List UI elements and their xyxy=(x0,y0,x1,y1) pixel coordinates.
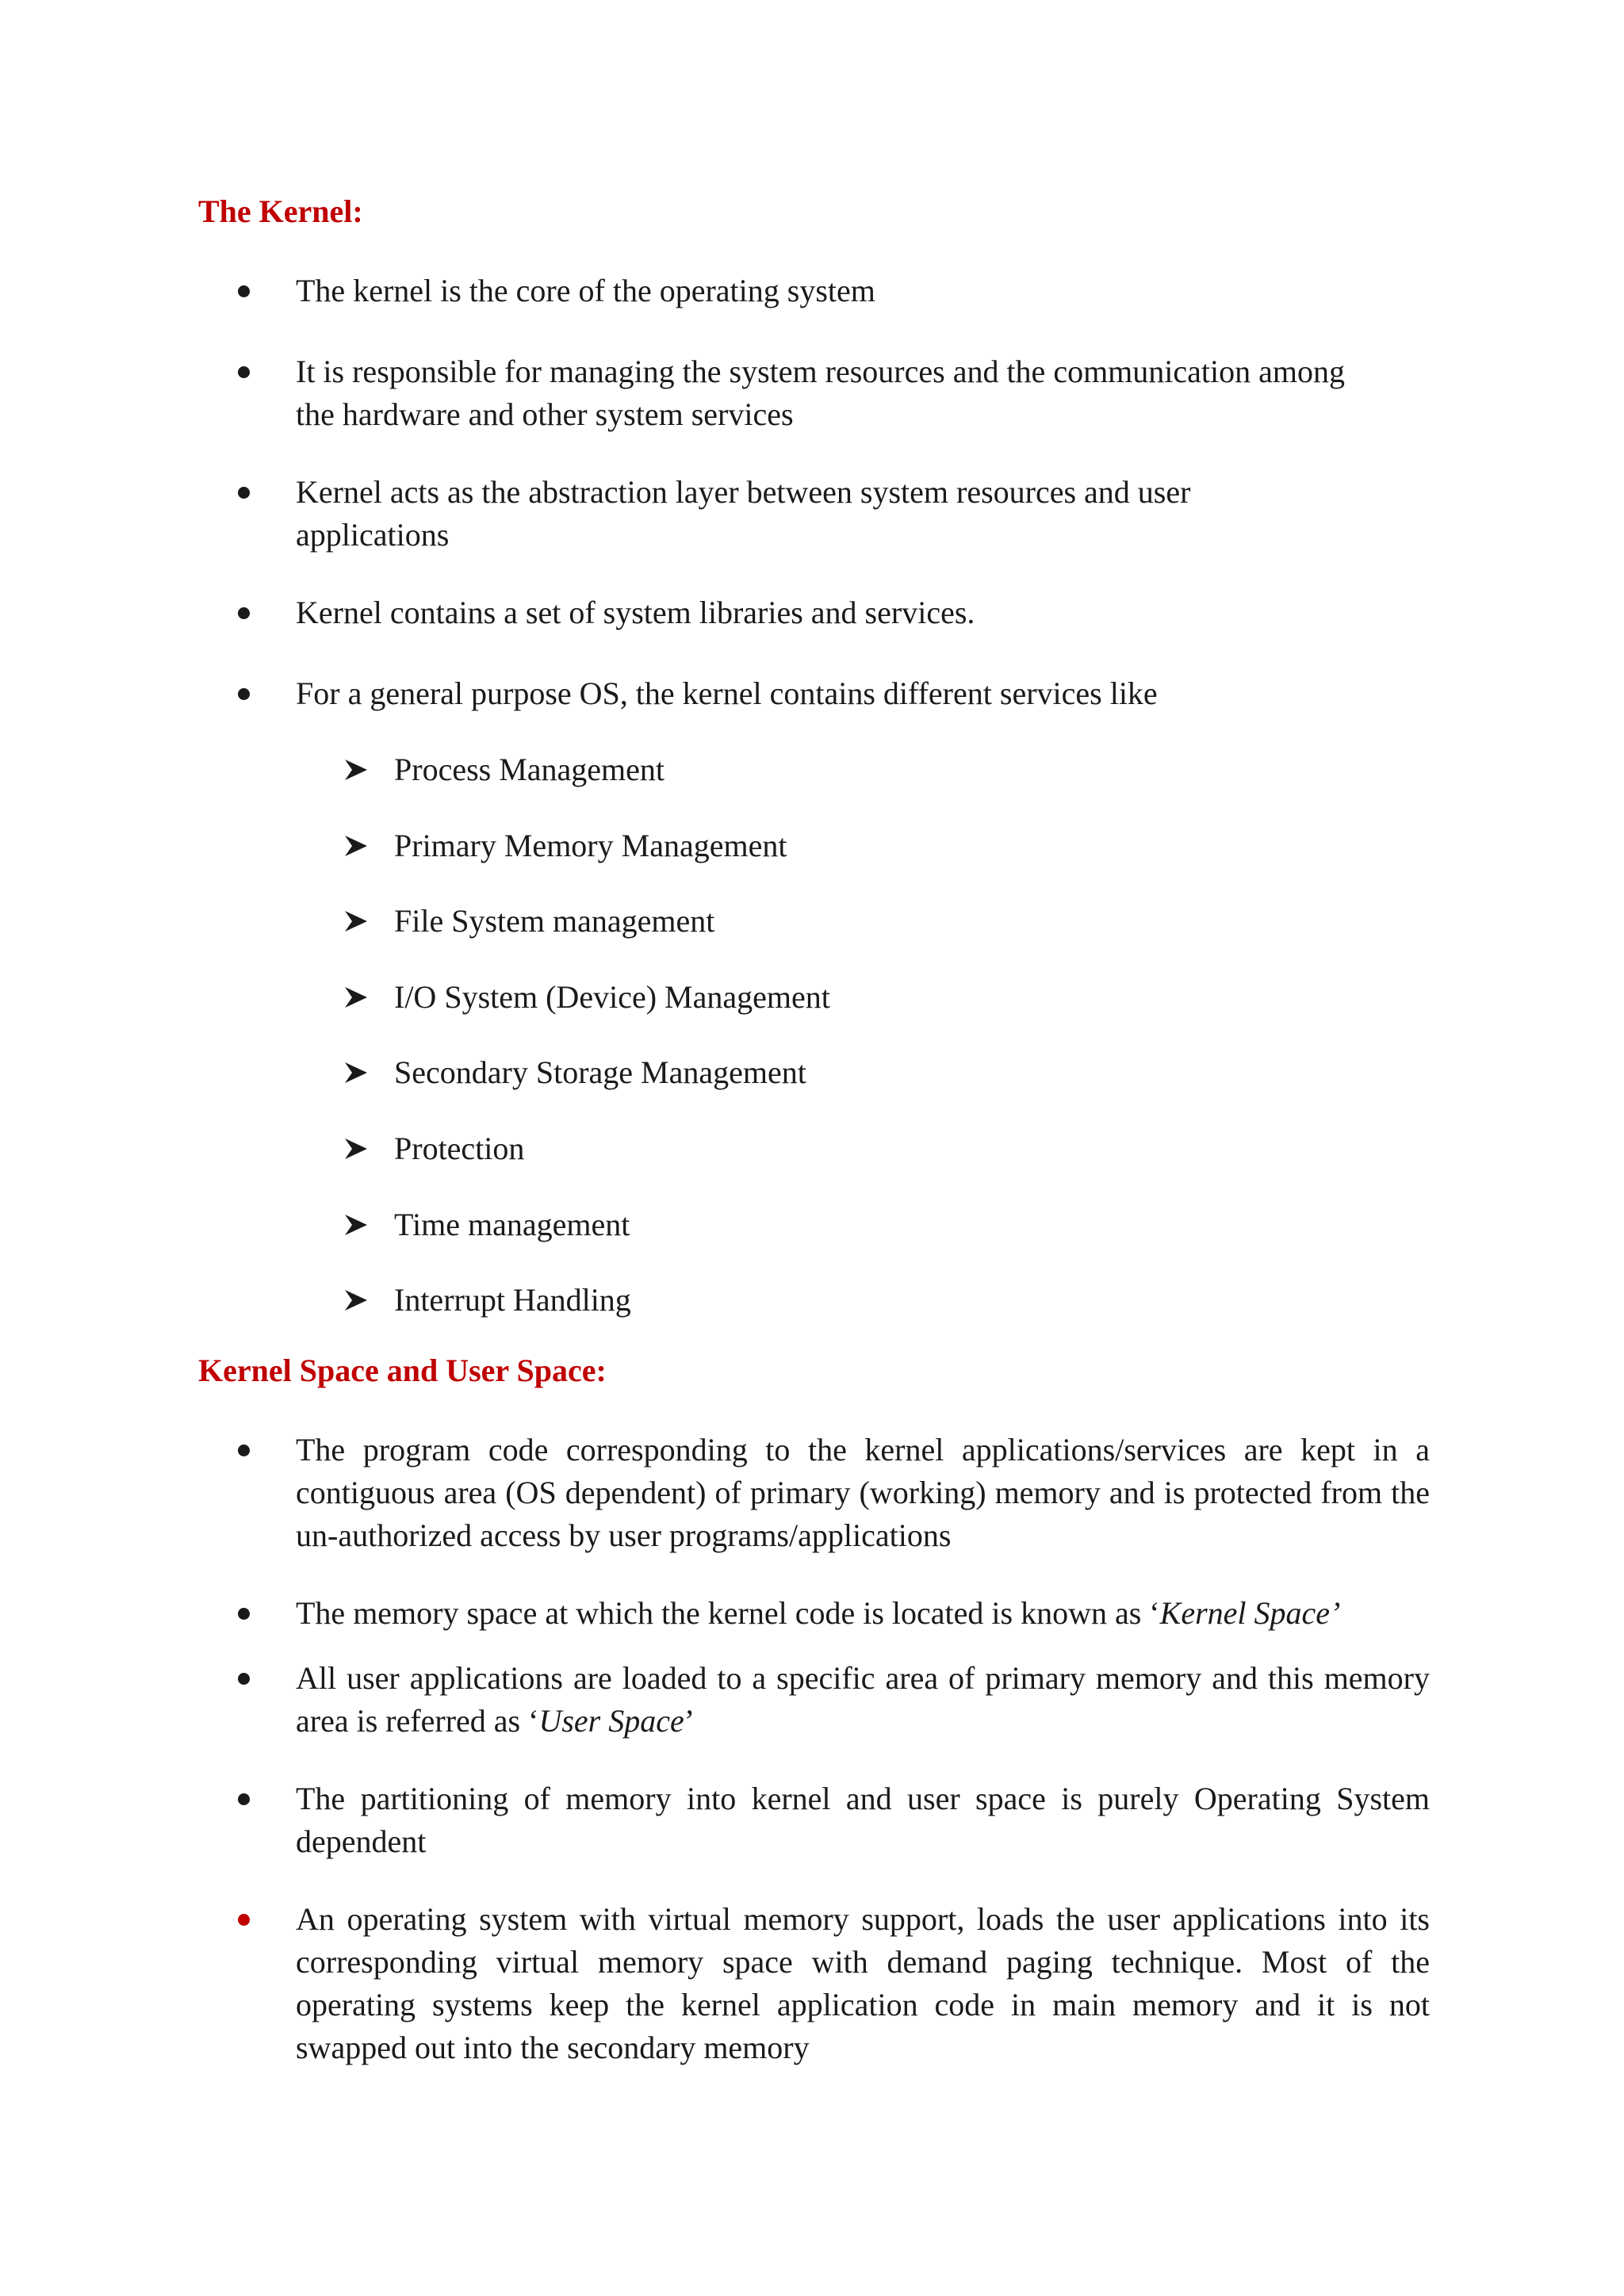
section-heading-kernel: The Kernel: xyxy=(198,193,363,229)
bullet-icon xyxy=(238,591,293,634)
service-item: I/O System (Device) Management xyxy=(343,976,830,1019)
bullet-icon xyxy=(238,270,293,312)
space-bullet-4: The partitioning of memory into kernel and user space is purely Operating System dependent xyxy=(296,1781,1430,1859)
kernel-bullet-2: It is responsible for managing the system resources and the communication among the hardware and other system services xyxy=(296,354,1346,432)
service-item: Interrupt Handling xyxy=(343,1279,631,1322)
service-item: File System management xyxy=(343,900,714,943)
kernel-bullet-1: The kernel is the core of the operating system xyxy=(296,273,875,308)
kernel-bullet-3: Kernel acts as the abstraction layer between system resources and user applications xyxy=(296,474,1191,553)
arrowhead-icon xyxy=(343,976,394,1019)
arrowhead-icon xyxy=(343,1279,394,1322)
bullet-icon xyxy=(238,471,293,514)
bullet-icon xyxy=(238,1429,293,1471)
kernel-bullet-5: For a general purpose OS, the kernel contains different services like xyxy=(296,675,1158,711)
service-item: Process Management xyxy=(343,748,665,791)
service-item: Secondary Storage Management xyxy=(343,1051,806,1094)
kernel-space-term: Kernel Space’ xyxy=(1159,1595,1341,1631)
kernel-bullet-4: Kernel contains a set of system libraries and services. xyxy=(296,595,975,630)
arrowhead-icon xyxy=(343,825,394,867)
bullet-icon xyxy=(238,672,293,715)
arrowhead-icon xyxy=(343,1051,394,1094)
bullet-icon xyxy=(238,1592,293,1635)
arrowhead-icon xyxy=(343,900,394,943)
service-item: Protection xyxy=(343,1127,524,1170)
arrowhead-icon xyxy=(343,1203,394,1246)
space-bullet-5: An operating system with virtual memory support, loads the user applications into its corresponding virtual memory space with demand paging technique. Most of the operating systems keep the kernel application code in main memory and it is not swapped out into the secondary memory xyxy=(296,1901,1430,2065)
space-bullet-1: The program code corresponding to the kernel applications/services are kept in a contiguous area (OS dependent) of primary (working) memory and is protected from the un-authorized access by user programs/applications xyxy=(296,1432,1430,1553)
arrowhead-icon xyxy=(343,1127,394,1170)
space-bullet-3: All user applications are loaded to a specific area of primary memory and this memory area is referred as ‘User Space’ xyxy=(296,1660,1430,1739)
arrowhead-icon xyxy=(343,748,394,791)
section-heading-kernel-user-space: Kernel Space and User Space: xyxy=(198,1353,607,1388)
service-item: Primary Memory Management xyxy=(343,825,787,867)
space-bullet-2: The memory space at which the kernel code is located is known as ‘Kernel Space’ xyxy=(296,1595,1341,1631)
bullet-icon xyxy=(238,350,293,393)
red-bullet-icon xyxy=(238,1898,293,1941)
user-space-term: User Space xyxy=(538,1703,684,1739)
service-item: Time management xyxy=(343,1203,630,1246)
bullet-icon xyxy=(238,1657,293,1700)
bullet-icon xyxy=(238,1777,293,1820)
